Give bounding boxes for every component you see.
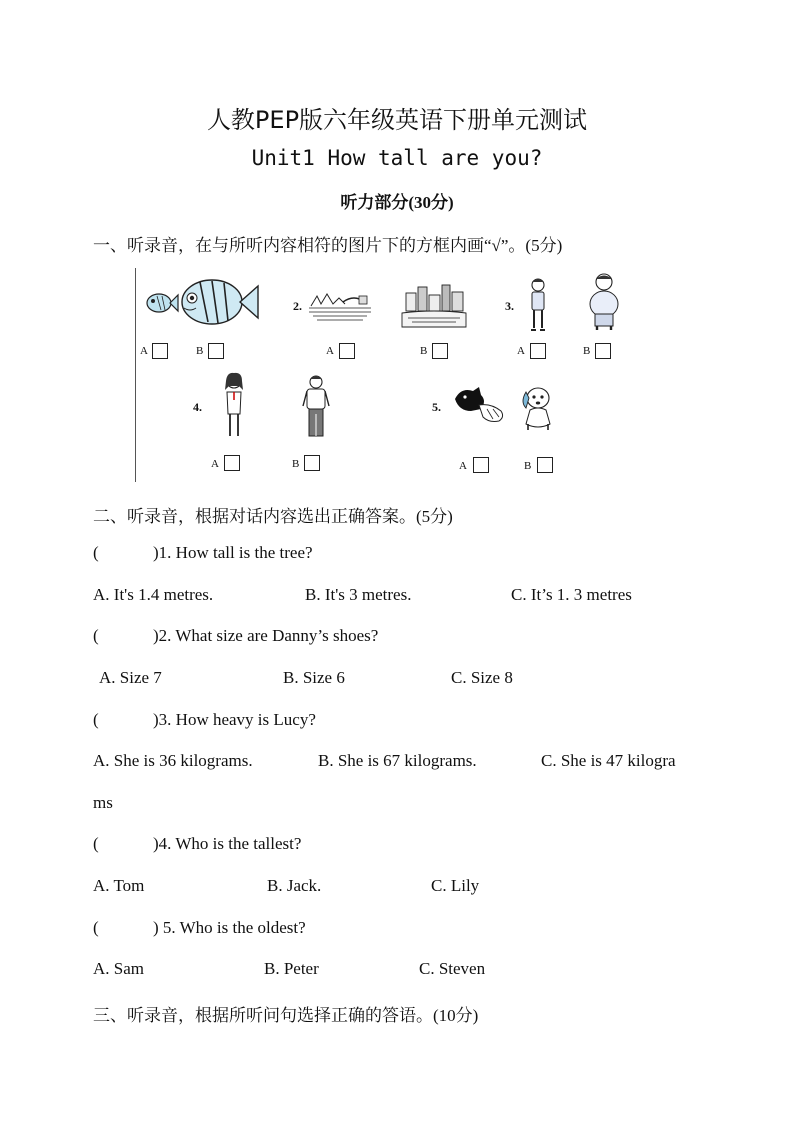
item5-b-label: B (524, 460, 532, 472)
listening-section-heading: 听力部分(30分) (340, 193, 454, 212)
unit-subtitle: Unit1 How tall are you? (251, 146, 543, 170)
q1-option-a: A. It's 1.4 metres. (93, 585, 214, 604)
q5-option-c: C. Steven (419, 959, 486, 978)
heavy-boy-icon (587, 270, 621, 332)
part1-instruction: 一、听录音，在与所听内容相符的图片下的方框内画“√”。(5分) (93, 236, 563, 255)
city-river-icon (402, 283, 466, 327)
q2-option-c: C. Size 8 (451, 668, 513, 687)
question-2 (93, 626, 378, 646)
answer-blank[interactable]: ( (93, 834, 99, 853)
item3-a-label: A (517, 345, 525, 357)
question-5 (93, 918, 306, 938)
item3-b-label: B (583, 345, 591, 357)
answer-blank[interactable]: ( (93, 918, 99, 937)
q1-option-c: C. It’s 1. 3 metres (511, 585, 632, 604)
item4-b-label: B (292, 458, 300, 470)
item3-b-checkbox[interactable] (595, 343, 611, 359)
item5-b-checkbox[interactable] (537, 457, 553, 473)
item4-b-checkbox[interactable] (304, 455, 320, 471)
question-text: )3. How heavy is Lucy? (153, 710, 316, 729)
puppy-icon (520, 384, 556, 432)
q5-option-a: A. Sam (93, 959, 144, 978)
item4-a-checkbox[interactable] (224, 455, 240, 471)
fish-small-icon (143, 288, 179, 318)
q4-option-a: A. Tom (93, 876, 145, 895)
item2-b-label: B (420, 345, 428, 357)
question-1 (93, 543, 313, 563)
item2-number: 2. (293, 299, 302, 313)
question-text: )2. What size are Danny’s shoes? (153, 626, 379, 645)
item3-a-checkbox[interactable] (530, 343, 546, 359)
man-icon (302, 374, 330, 440)
q2-option-b: B. Size 6 (283, 668, 345, 687)
q2-option-a: A. Size 7 (99, 668, 162, 687)
part2-instruction: 二、听录音，根据对话内容选出正确答案。(5分) (93, 507, 453, 526)
item2-b-checkbox[interactable] (432, 343, 448, 359)
question-4 (93, 834, 301, 854)
q4-option-b: B. Jack. (267, 876, 322, 895)
answer-blank[interactable]: ( (93, 543, 99, 562)
q5-option-b: B. Peter (264, 959, 319, 978)
q4-option-c: C. Lily (431, 876, 480, 895)
question-text: )4. Who is the tallest? (153, 834, 302, 853)
q3-option-c-wrap: ms (93, 793, 113, 812)
page-title: 人教PEP版六年级英语下册单元测试 (206, 106, 588, 134)
fish-big-icon (178, 276, 260, 328)
question-text: )1. How tall is the tree? (153, 543, 313, 562)
item1-a-label: A (140, 345, 148, 357)
thin-boy-icon (527, 278, 549, 334)
q3-option-b: B. She is 67 kilograms. (318, 751, 477, 770)
answer-blank[interactable]: ( (93, 710, 99, 729)
item4-a-label: A (211, 458, 219, 470)
item1-a-checkbox[interactable] (152, 343, 168, 359)
river-bridge-icon (309, 290, 371, 322)
item5-number: 5. (432, 400, 441, 414)
woman-icon (221, 372, 247, 440)
item4-number: 4. (193, 400, 202, 414)
question-3 (93, 710, 316, 730)
item5-a-label: A (459, 460, 467, 472)
q1-option-b: B. It's 3 metres. (305, 585, 412, 604)
part3-instruction: 三、听录音，根据所听问句选择正确的答语。(10分) (93, 1006, 479, 1025)
item3-number: 3. (505, 299, 514, 313)
question-text: ) 5. Who is the oldest? (153, 918, 306, 937)
answer-blank[interactable]: ( (93, 626, 99, 645)
black-dog-icon (451, 383, 507, 427)
q3-option-a: A. She is 36 kilograms. (93, 751, 253, 770)
item1-b-checkbox[interactable] (208, 343, 224, 359)
item5-a-checkbox[interactable] (473, 457, 489, 473)
item1-b-label: B (196, 345, 204, 357)
item2-a-checkbox[interactable] (339, 343, 355, 359)
q3-option-c: C. She is 47 kilogra (541, 751, 676, 770)
item2-a-label: A (326, 345, 334, 357)
